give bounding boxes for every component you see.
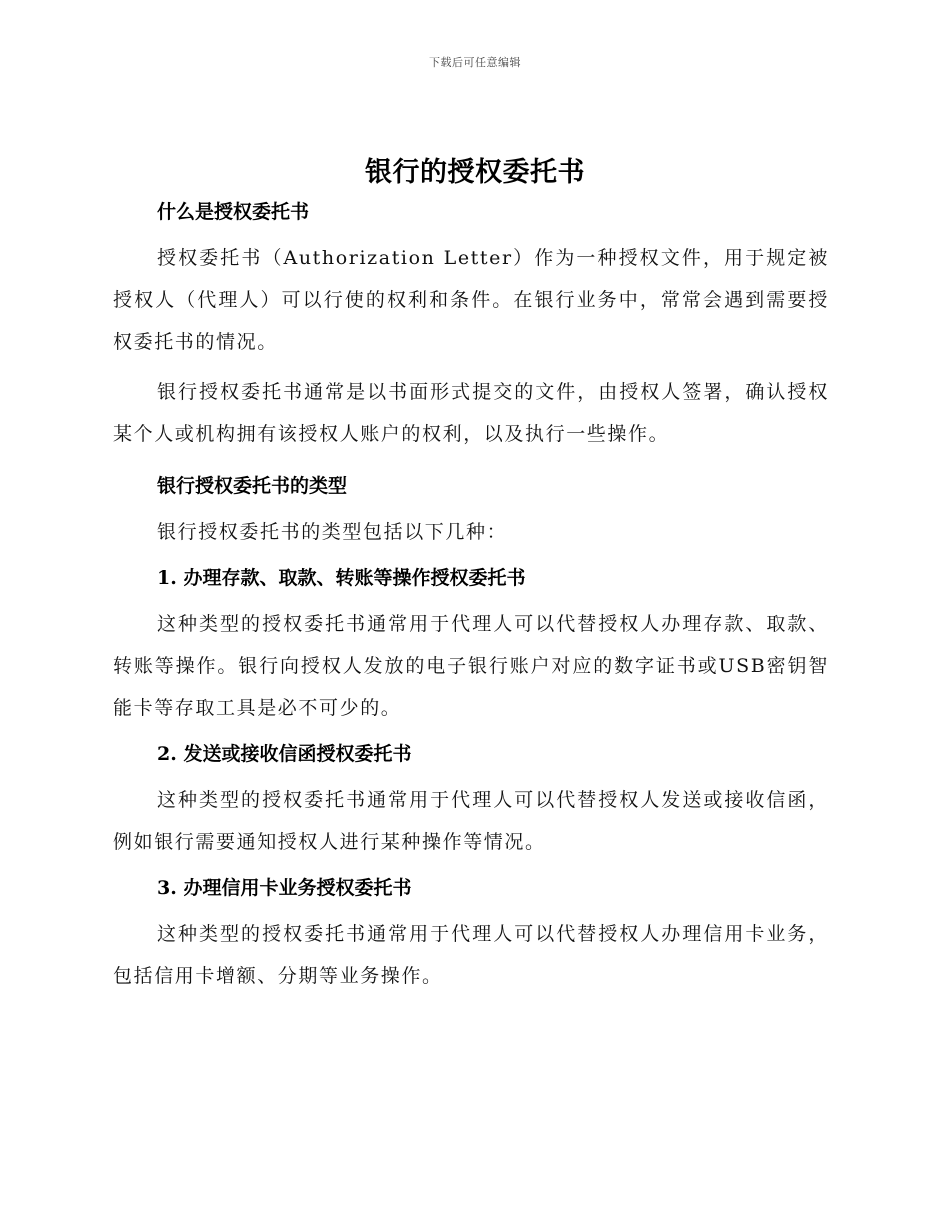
header-note: 下载后可任意编辑	[429, 56, 521, 69]
section-heading-what: 什么是授权委托书	[157, 201, 310, 223]
section-heading-type1: 1. 办理存款、取款、转账等操作授权委托书	[157, 567, 526, 589]
section-heading-types: 银行授权委托书的类型	[157, 475, 348, 497]
paragraph-type2: 这种类型的授权委托书通常用于代理人可以代替授权人发送或接收信函，例如银行需要通知授权人进行某种操作等情况。	[113, 789, 829, 853]
paragraph-what-2: 银行授权委托书通常是以书面形式提交的文件，由授权人签署，确认授权某个人或机构拥有该授权人账户的权利，以及执行一些操作。	[113, 381, 829, 445]
paragraph-type3: 这种类型的授权委托书通常用于代理人可以代替授权人办理信用卡业务，包括信用卡增额、分期等业务操作。	[113, 923, 829, 987]
section-heading-type2: 2. 发送或接收信函授权委托书	[157, 743, 412, 765]
paragraph-type1: 这种类型的授权委托书通常用于代理人可以代替授权人办理存款、取款、转账等操作。银行向授权人发放的电子银行账户对应的数字证书或USB密钥智能卡等存取工具是必不可少的。	[113, 613, 829, 719]
document-body	[113, 195, 829, 997]
section-heading-type3: 3. 办理信用卡业务授权委托书	[157, 877, 412, 899]
page-title: 银行的授权委托书	[365, 157, 585, 188]
paragraph-types-intro: 银行授权委托书的类型包括以下几种：	[157, 521, 508, 543]
paragraph-what-1: 授权委托书（Authorization Letter）作为一种授权文件，用于规定被授权人（代理人）可以行使的权利和条件。在银行业务中，常常会遇到需要授权委托书的情况。	[113, 247, 829, 353]
